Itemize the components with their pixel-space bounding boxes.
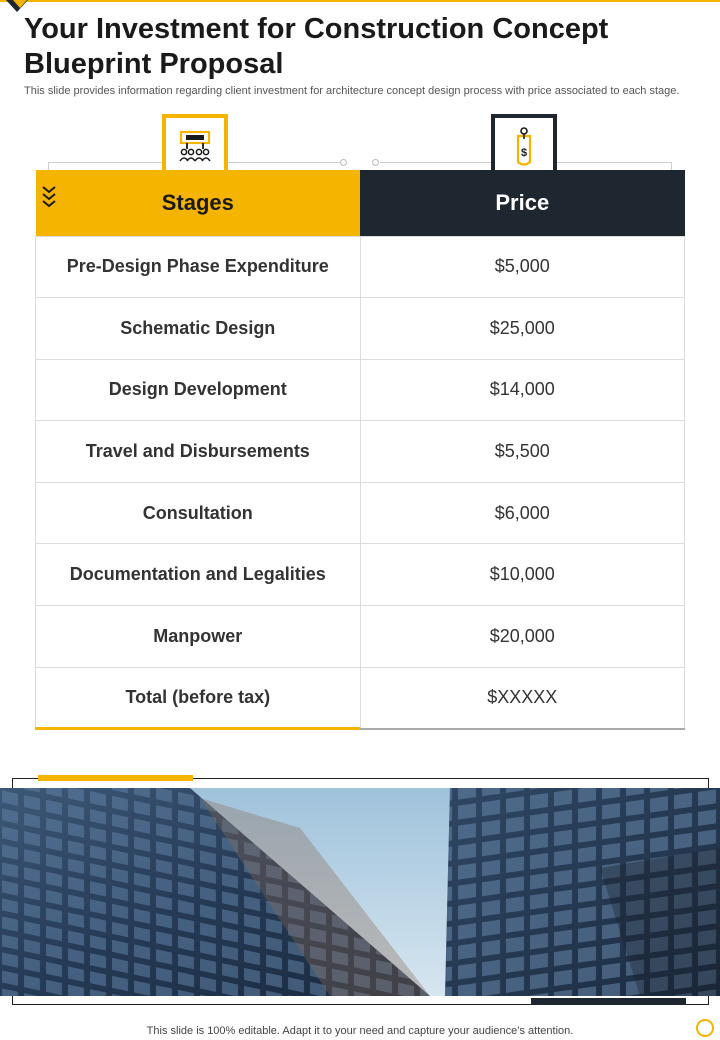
table-row: [36, 359, 685, 421]
price-cell: $5,500: [360, 421, 684, 483]
stage-cell: Documentation and Legalities: [36, 544, 361, 606]
stage-cell: Design Development: [36, 359, 361, 421]
price-cell: $20,000: [360, 606, 684, 668]
photo-accent-bar: [38, 775, 193, 781]
table-row: [36, 421, 685, 483]
chevron-down-triple-icon: [42, 186, 56, 208]
price-column-underline: [360, 728, 685, 730]
photo-dark-bar: [531, 998, 686, 1005]
stage-cell: Pre-Design Phase Expenditure: [36, 236, 361, 298]
table-row-total: [36, 667, 685, 729]
footer-circle-icon: [696, 1019, 714, 1037]
stage-cell: Travel and Disbursements: [36, 421, 361, 483]
investment-table: [35, 170, 685, 729]
skyscrapers-image: [0, 788, 720, 996]
stages-column-underline: [35, 727, 360, 730]
price-icon-box: [491, 114, 557, 176]
page-subtitle: This slide provides information regarding client investment for architecture concept design process with price associated to each stage.: [24, 85, 680, 97]
corner-marker-accent: [13, 0, 27, 8]
stage-cell: Consultation: [36, 482, 361, 544]
page-title: Your Investment for Construction Concept Blueprint Proposal: [24, 13, 609, 80]
footer-note: This slide is 100% editable. Adapt it to your need and capture your audience’s attention.: [146, 1025, 574, 1037]
svg-text:$: $: [520, 147, 528, 159]
price-cell: $10,000: [360, 544, 684, 606]
table-row: [36, 544, 685, 606]
table-row: [36, 298, 685, 360]
price-cell: $6,000: [360, 482, 684, 544]
stages-icon-box: [162, 114, 228, 176]
price-cell-total: $XXXXX: [360, 667, 684, 729]
table-header-row: [36, 170, 685, 236]
column-header-price: Price: [360, 170, 684, 236]
table-row: [36, 482, 685, 544]
price-tag-dollar-icon: [509, 126, 539, 168]
team-meeting-icon: [177, 129, 213, 165]
connector-dot-right: [372, 159, 379, 166]
price-cell: $14,000: [360, 359, 684, 421]
stage-cell: Schematic Design: [36, 298, 361, 360]
price-cell: $5,000: [360, 236, 684, 298]
connector-dot-left: [340, 159, 347, 166]
column-header-stages: [36, 170, 361, 236]
table-row: [36, 606, 685, 668]
top-accent-rule: [0, 0, 720, 2]
stage-cell: Manpower: [36, 606, 361, 668]
column-header-stages-label: Stages: [161, 189, 234, 215]
price-cell: $25,000: [360, 298, 684, 360]
table-row: [36, 236, 685, 298]
skyscrapers-photo: [0, 788, 720, 996]
stage-cell-total: Total (before tax): [36, 667, 361, 729]
